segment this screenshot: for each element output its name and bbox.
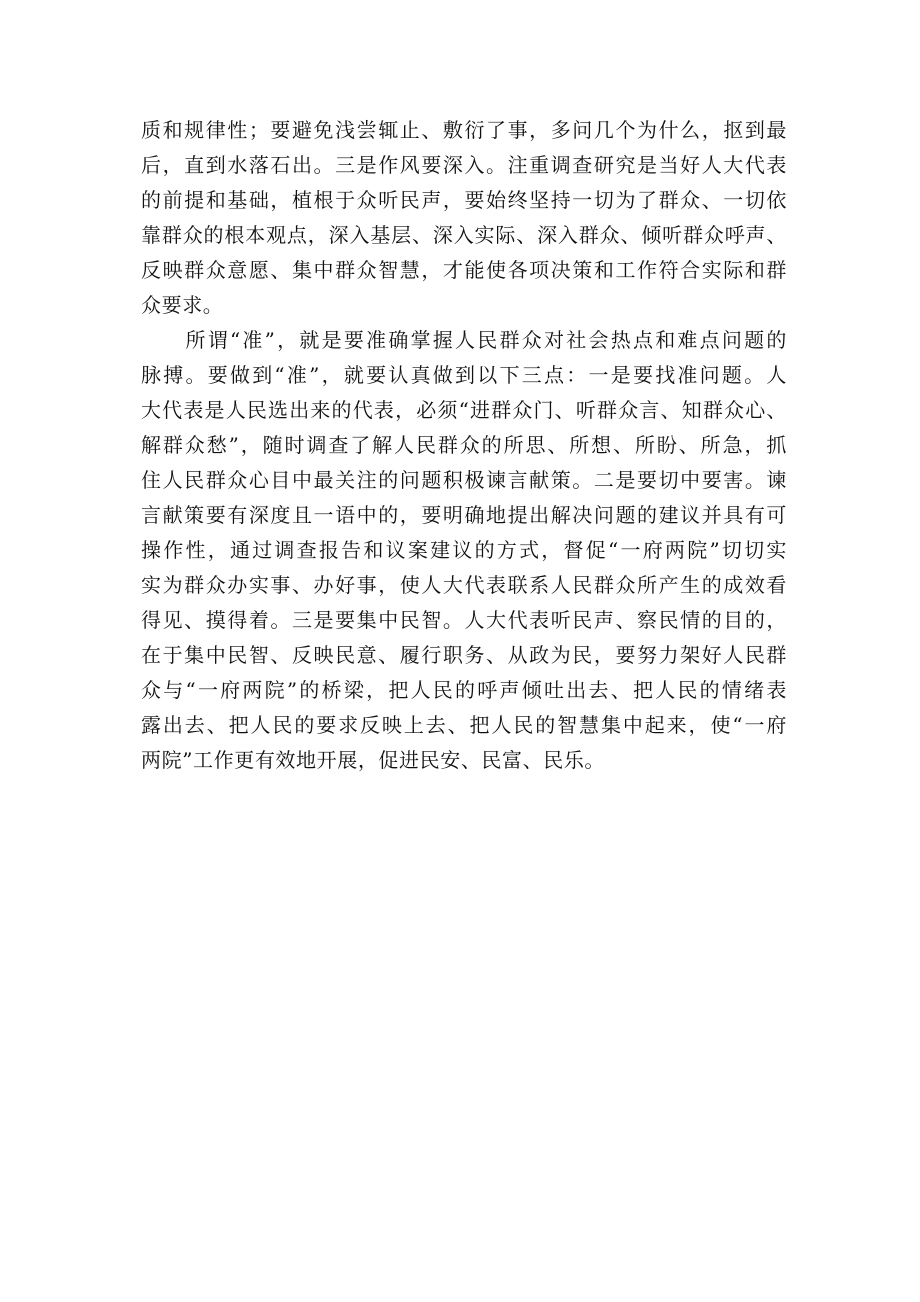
- text-line: 操作性，通过调查报告和议案建议的方式，督促“一府两院”切切实: [141, 538, 787, 562]
- text-line: 反映群众意愿、集中群众智慧，才能使各项决策和工作符合实际和群: [141, 258, 787, 282]
- text-line: 众要求。: [141, 293, 224, 317]
- text-line: 两院”工作更有效地开展，促进民安、民富、民乐。: [141, 748, 606, 772]
- text-line: 实为群众办实事、办好事，使人大代表联系人民群众所产生的成效看: [141, 573, 787, 597]
- text-line: 得见、摸得着。三是要集中民智。人大代表听民声、察民情的目的，: [141, 608, 787, 632]
- text-line: 的前提和基础，植根于众听民声，要始终坚持一切为了群众、一切依: [141, 188, 787, 212]
- text-line: 露出去、把人民的要求反映上去、把人民的智慧集中起来，使“一府: [141, 713, 787, 737]
- text-line: 言献策要有深度且一语中的，要明确地提出解决问题的建议并具有可: [141, 503, 787, 527]
- text-line: 后，直到水落石出。三是作风要深入。注重调查研究是当好人大代表: [141, 153, 787, 177]
- text-line: 在于集中民智、反映民意、履行职务、从政为民，要努力架好人民群: [141, 643, 787, 667]
- text-line: 大代表是人民选出来的代表，必须“进群众门、听群众言、知群众心、: [141, 398, 787, 422]
- text-line: 脉搏。要做到“准”，就要认真做到以下三点：一是要找准问题。人: [141, 363, 787, 387]
- text-line: 众与“一府两院”的桥梁，把人民的呼声倾吐出去、把人民的情绪表: [141, 678, 787, 702]
- text-line: 住人民群众心目中最关注的问题积极谏言献策。二是要切中要害。谏: [141, 468, 787, 492]
- text-line: 质和规律性；要避免浅尝辄止、敷衍了事，多问几个为什么，抠到最: [141, 118, 787, 142]
- text-line: 所谓“准”，就是要准确掌握人民群众对社会热点和难点问题的: [141, 328, 787, 352]
- text-line: 解群众愁”，随时调查了解人民群众的所思、所想、所盼、所急，抓: [141, 433, 787, 457]
- document-body: [141, 113, 787, 778]
- text-line: 靠群众的根本观点，深入基层、深入实际、深入群众、倾听群众呼声、: [141, 223, 787, 247]
